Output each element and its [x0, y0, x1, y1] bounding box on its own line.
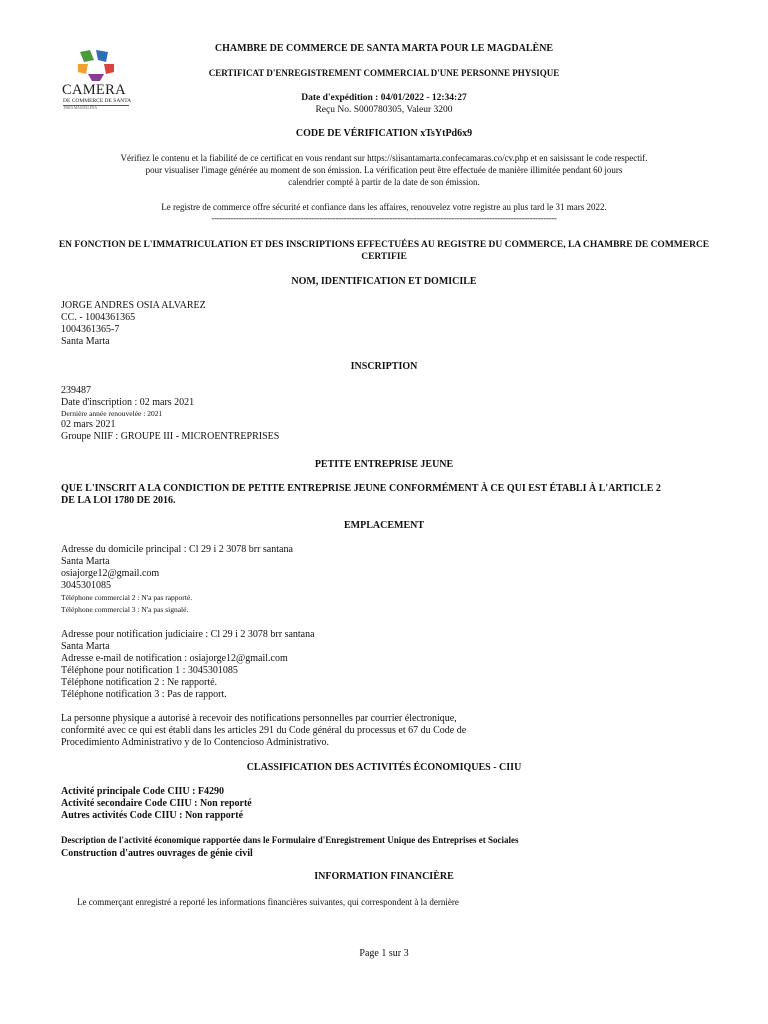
small-business-block: [61, 483, 701, 507]
consent-line-3: Procedimiento Administrativo y de lo Contencioso Administrativo.: [61, 737, 330, 748]
other-activities: Autres activités Code CIIU : Non rapporté: [61, 810, 244, 821]
receipt-number: Reçu No. S000780305, Valeur 3200: [315, 105, 453, 115]
renewal-notice: Le registre de commerce offre sécurité et confiance dans les affaires, renouvelez votre registre au plus tard le 31 mars 2022.: [161, 202, 607, 212]
financial-intro: Le commerçant enregistré a reporté les informations financières suivantes, qui correspondent à la dernière: [77, 897, 459, 907]
small-business-line-1: QUE L'INSCRIT A LA CONDICTION DE PETITE ENTREPRISE JEUNE CONFORMÉMENT À CE QUI EST ÉTABLI À L'ARTICLE 2: [61, 483, 661, 494]
inscription-heading: INSCRIPTION: [350, 361, 418, 372]
notification-city: Santa Marta: [61, 641, 110, 652]
separator-line: --------------------------------------------------------------------------------------------------------------------------------: [211, 213, 557, 223]
notification-phone-3: Téléphone notification 3 : Pas de rapport.: [61, 689, 227, 700]
verification-code: CODE DE VÉRIFICATION xTsYtPd6x9: [295, 128, 473, 139]
certificate-title: CERTIFICAT D'ENREGISTREMENT COMMERCIAL D'UNE PERSONNE PHYSIQUE: [208, 68, 560, 78]
main-city: Santa Marta: [61, 556, 110, 567]
consent-line-2: conformité avec ce qui est établi dans les articles 291 du Code général du processus et 67 du Code de: [61, 725, 467, 736]
notification-address: Adresse pour notification judiciaire : Cl 29 i 2 3078 brr santana: [61, 629, 315, 640]
main-phone: 3045301085: [61, 580, 111, 591]
main-email: osiajorge12@gmail.com: [61, 568, 160, 579]
expedition-date: Date d'expédition : 04/01/2022 - 12:34:27: [301, 93, 467, 103]
commercial-phone-2: Téléphone commercial 2 : N'a pas rapporté.: [61, 593, 193, 602]
holder-cc: CC. - 1004361365: [61, 312, 136, 323]
commercial-phone-3: Téléphone commercial 3 : N'a pas signalé.: [61, 605, 189, 614]
consent-line-1: La personne physique a autorisé à recevoir des notifications personnelles par courrier électronique,: [61, 713, 457, 724]
main-activity: Activité principale Code CIIU : F4290: [61, 786, 225, 797]
inscription-block: [61, 385, 701, 443]
niif-group: Groupe NIIF : GROUPE III - MICROENTREPRISES: [61, 431, 280, 442]
small-business-heading: PETITE ENTREPRISE JEUNE: [314, 459, 454, 470]
certify-word: CERTIFIE: [361, 252, 407, 262]
secondary-activity: Activité secondaire Code CIIU : Non reporté: [61, 798, 252, 809]
notification-address-block: [61, 629, 701, 701]
holder-name: JORGE ANDRES OSIA ALVAREZ: [61, 300, 206, 311]
inscription-number: 239487: [61, 385, 91, 396]
chamber-name: CHAMBRE DE COMMERCE DE SANTA MARTA POUR LE MAGDALÈNE: [214, 43, 554, 54]
last-renewed-year: Dernière année renouvelée : 2021: [61, 409, 163, 418]
logo-tagline: PARA MAGDALENA: [64, 106, 98, 110]
consent-paragraph: [61, 713, 491, 749]
page-number: Page 1 sur 3: [359, 948, 409, 959]
identity-heading: NOM, IDENTIFICATION ET DOMICILE: [291, 276, 477, 287]
renewal-date: 02 mars 2021: [61, 419, 116, 430]
inscription-date: Date d'inscription : 02 mars 2021: [61, 397, 195, 408]
location-heading: EMPLACEMENT: [344, 520, 424, 531]
verify-line-3: calendrier compté à partir de la date de son émission.: [288, 177, 480, 187]
activity-description-label: Description de l'activité économique rapportée dans le Formulaire d'Enregistrement Unique des Entreprises et Sociales: [61, 835, 519, 845]
certify-statement: EN FONCTION DE L'IMMATRICULATION ET DES INSCRIPTIONS EFFECTUÉES AU REGISTRE DU COMMERCE, LA CHAMBRE DE COMMERCE: [58, 240, 710, 250]
financial-heading: INFORMATION FINANCIÈRE: [314, 871, 454, 882]
notification-phone-2: Téléphone notification 2 : Ne rapporté.: [61, 677, 218, 688]
verify-line-1: Vérifiez le contenu et la fiabilité de ce certificat en vous rendant sur https://siisantamarta.confecamaras.co/cv.php et en saisissant le code respectif.: [120, 153, 648, 163]
verify-line-2: pour visualiser l'image générée au moment de son émission. La vérification peut être effectuée de manière illimitée pendant 60 jours: [145, 165, 623, 175]
logo-subtitle: DE COMMERCE DE SANTA: [63, 98, 132, 104]
main-address: Adresse du domicile principal : Cl 29 i 2 3078 brr santana: [61, 544, 293, 555]
activities-codes: [61, 786, 701, 822]
activities-heading: CLASSIFICATION DES ACTIVITÉS ÉCONOMIQUES - CIIU: [246, 762, 522, 773]
small-business-line-2: DE LA LOI 1780 DE 2016.: [61, 495, 176, 506]
activity-description: Construction d'autres ouvrages de génie civil: [61, 848, 253, 859]
logo-wordmark: CAMERA: [62, 82, 126, 98]
identity-block: [61, 300, 701, 348]
notification-email: Adresse e-mail de notification : osiajorge12@gmail.com: [61, 653, 288, 664]
holder-nit: 1004361365-7: [61, 324, 120, 335]
notification-phone-1: Téléphone pour notification 1 : 3045301085: [61, 665, 238, 676]
main-address-block: [61, 544, 701, 615]
holder-city: Santa Marta: [61, 336, 110, 347]
